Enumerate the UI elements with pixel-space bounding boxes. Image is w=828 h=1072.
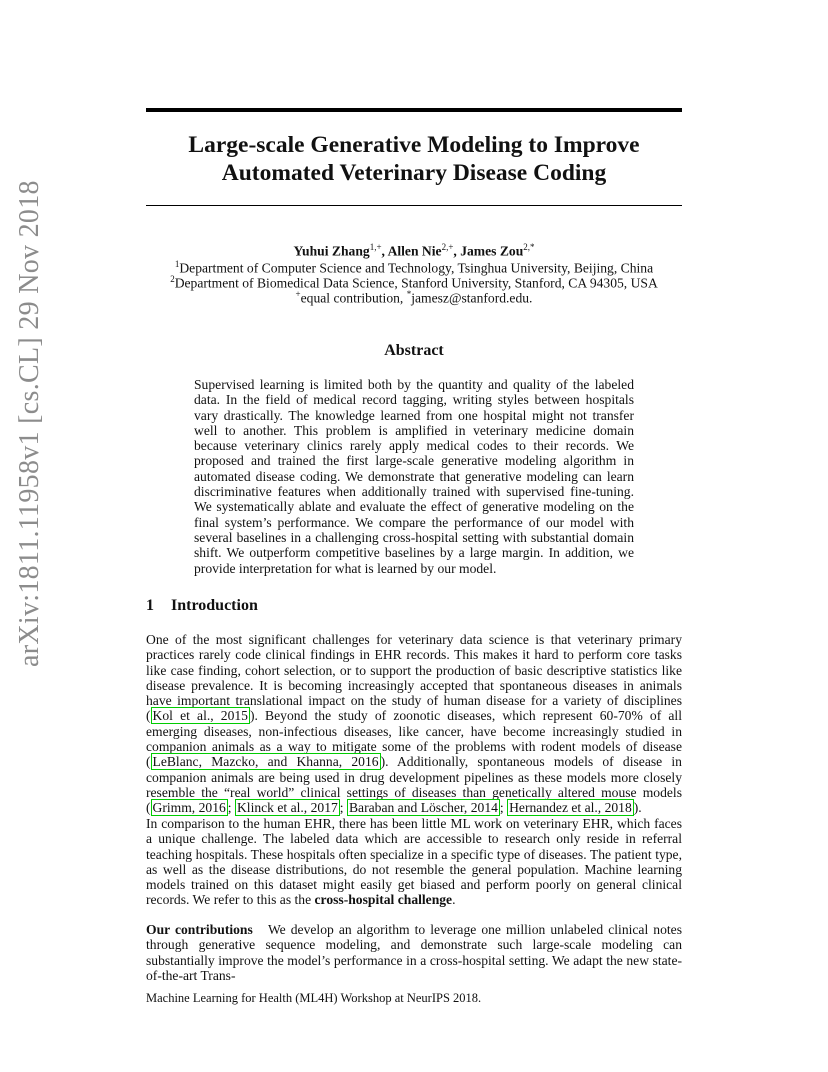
section-heading-introduction — [146, 597, 258, 615]
citation-link[interactable]: Klinck et al., 2017 — [236, 800, 338, 816]
contributions-paragraph — [146, 922, 682, 983]
title-line-1: Large-scale Generative Modeling to Improve — [188, 132, 640, 158]
arxiv-identifier: arXiv:1811.11958v1 [cs.CL] 29 Nov 2018 — [14, 180, 45, 667]
citation-separator: ; — [227, 800, 235, 816]
title-line-2: Automated Veterinary Disease Coding — [221, 160, 607, 186]
contact-email: jamesz@stanford.edu. — [411, 290, 533, 306]
abstract-body: Supervised learning is limited both by the quantity and quality of the labeled data. In the field of medical record tagging, writing styles between hospitals vary drastically. The knowledge learned from one hospital might not transfer well to another. This problem is amplified in veterinary medicine domain because veterinary clinics rarely apply medical codes to their records. We proposed and trained the first large-scale generative modeling algorithm in automated disease coding. We demonstrate that generative modeling can learn discriminative features when additionally trained with supervised fine-tuning. We systematically ablate and evaluate the effect of generative modeling on the final system’s performance. We compare the performance of our model with several baselines in a challenging cross-hospital setting with substantial domain shift. We outperform competitive baselines by a large margin. In addition, we provide interpretation for what is learned by our model. — [194, 377, 634, 576]
author-affiliation-mark: 2,+ — [441, 242, 454, 252]
paragraph-text: One of the most significant challenges for veterinary data science is that veterinary primary practices rarely code clinical findings in EHR records. This makes it hard to perform core tasks like case finding, cohort selection, or to support the production of basic descriptive statistics like disease prevalence. It is becoming increasingly accepted that spontaneous diseases in animals have important translational impact on the study of human disease for a variety of disciplines ( — [146, 632, 682, 724]
paragraph-text: . — [452, 892, 456, 908]
section-number: 1 — [146, 597, 154, 614]
affiliation-text: Department of Biomedical Data Science, Stanford University, Stanford, CA 94305, USA — [174, 275, 658, 291]
author-name: Yuhui Zhang — [293, 243, 370, 259]
author-name: James Zou — [460, 243, 524, 259]
affiliation-mark: 2 — [170, 274, 175, 284]
paragraph-text: ). — [633, 800, 642, 816]
citation-separator: ; — [499, 800, 508, 816]
section-title: Introduction — [171, 597, 258, 614]
paragraph-text: In comparison to the human EHR, there has been little ML work on veterinary EHR, which faces a unique challenge. The labeled data which are accessible to research only reside in referral teaching hospitals. These hospitals often specialize in a specific type of diseases. The patient type, as well as the disease distributions, do not resemble the general population. Machine learning models trained on this dataset might easily get biased and perform poorly on general clinical records. We refer to this as the — [146, 816, 682, 908]
contact-text: equal contribution, — [300, 290, 407, 306]
author-list: Yuhui Zhang$^{1,+}$, Allen Nie$^{2,+}$, James Zou$^{2,*}$ — [293, 242, 535, 259]
author-name: Allen Nie — [387, 243, 442, 259]
author-affiliation-mark: 2,* — [523, 242, 535, 252]
citation-link[interactable]: Grimm, 2016 — [152, 800, 226, 816]
contact-mark: * — [406, 289, 412, 299]
paragraph-heading: Our contributions — [146, 922, 253, 937]
affiliation-mark: 1 — [174, 259, 180, 269]
intro-paragraph-1 — [146, 632, 682, 816]
abstract-heading: Abstract — [384, 342, 444, 359]
emphasis-term: cross-hospital challenge — [314, 892, 453, 908]
citation-link[interactable]: Hernandez et al., 2018 — [509, 800, 632, 816]
paper-title — [146, 131, 682, 187]
citation-separator: ; — [339, 800, 347, 816]
contact-mark: + — [295, 289, 301, 299]
intro-paragraph-2 — [146, 816, 682, 908]
title-bottom-rule — [146, 205, 682, 206]
paragraph-text: ). Beyond the study of zoonotic diseases, which represent 60-70% of all emerging diseases, non-infectious diseases, like cancer, have become increasingly studied in companion animals as a way to mitigate some of the problems with rodent models of disease ( — [146, 708, 682, 770]
paragraph-text: ). Additionally, spontaneous models of disease in companion animals are being used in drug development pipelines as these models more closely resemble the “real world” clinical settings of diseases than genetically altered mouse models ( — [146, 754, 682, 816]
citation-link[interactable]: LeBlanc, Mazcko, and Khanna, 2016 — [152, 754, 379, 770]
citation-link[interactable]: Baraban and Löscher, 2014 — [348, 800, 498, 816]
contact-line — [146, 289, 682, 307]
top-rule — [146, 108, 682, 112]
paragraph-text: We develop an algorithm to leverage one million unlabeled clinical notes through generative sequence modeling, and demonstrate such large-scale modeling can substantially improve the model’s performance in a cross-hospital setting. We adapt the new state-of-the-art Trans- — [146, 922, 682, 983]
author-affiliation-mark: 1,+ — [369, 242, 382, 252]
citation-link[interactable]: Kol et al., 2015 — [152, 708, 248, 724]
venue-footnote: Machine Learning for Health (ML4H) Workshop at NeurIPS 2018. — [146, 991, 482, 1005]
affiliation-text: Department of Computer Science and Technology, Tsinghua University, Beijing, China — [179, 260, 654, 276]
